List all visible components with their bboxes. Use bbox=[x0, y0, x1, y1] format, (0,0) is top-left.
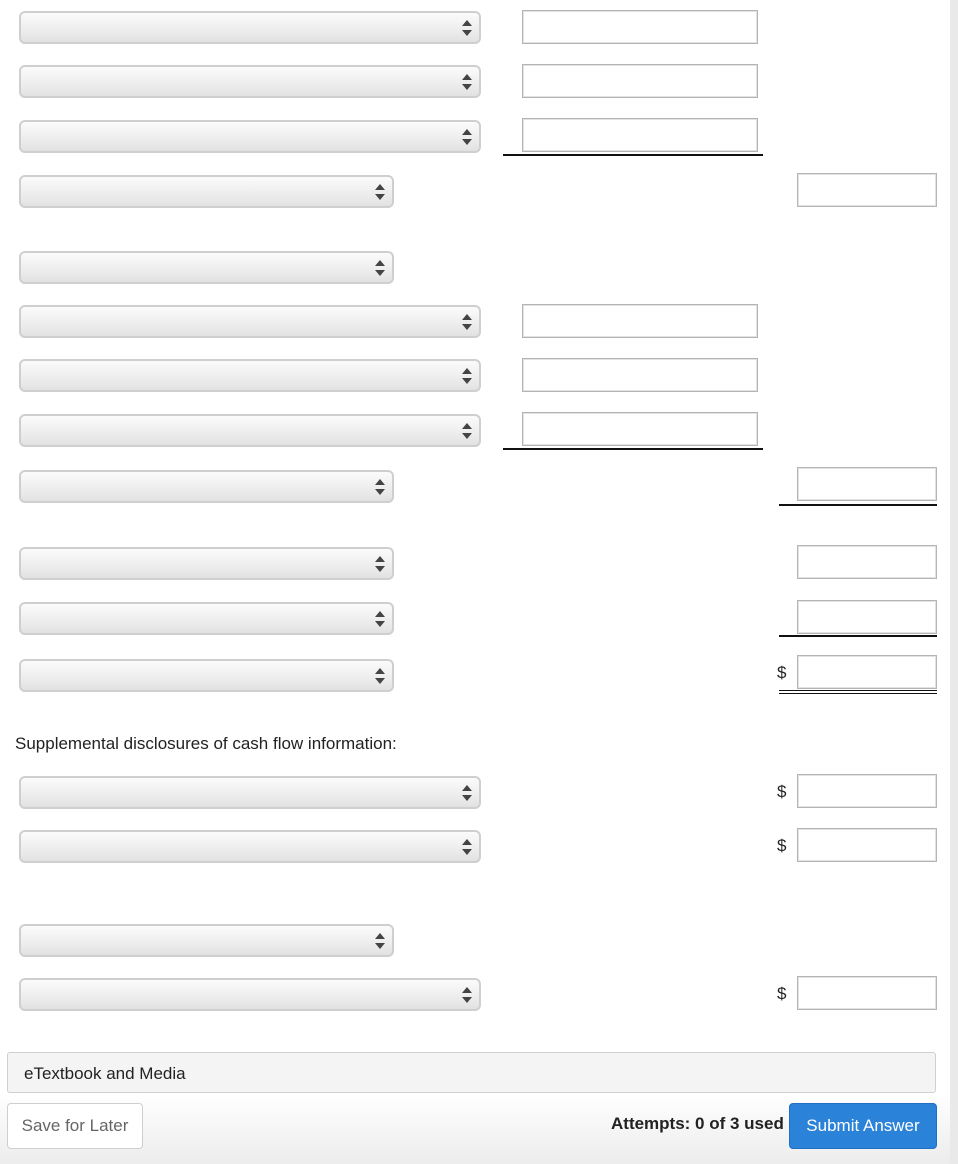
attempts-counter: Attempts: 0 of 3 used bbox=[611, 1114, 784, 1133]
select-arrows-icon bbox=[462, 368, 472, 384]
select-arrows-icon bbox=[375, 556, 385, 572]
select-arrows-icon bbox=[375, 668, 385, 684]
select-arrows-icon bbox=[375, 933, 385, 949]
supplemental-heading: Supplemental disclosures of cash flow information: bbox=[15, 734, 397, 753]
select-arrows-icon bbox=[462, 20, 472, 36]
select-arrows-icon bbox=[375, 479, 385, 495]
section-select-1[interactable] bbox=[19, 251, 394, 284]
noncash-input-1[interactable] bbox=[797, 976, 937, 1010]
amount-input-4[interactable] bbox=[522, 304, 758, 338]
select-arrows-icon bbox=[462, 785, 472, 801]
account-select-6[interactable] bbox=[19, 414, 481, 447]
summary-input-1[interactable] bbox=[797, 545, 937, 579]
supplemental-input-2[interactable] bbox=[797, 828, 937, 862]
amount-input-1[interactable] bbox=[522, 10, 758, 44]
supplemental-select-1[interactable] bbox=[19, 776, 481, 809]
total-rule bbox=[779, 504, 937, 506]
supplemental-select-2[interactable] bbox=[19, 830, 481, 863]
subtotal-select-2[interactable] bbox=[19, 470, 394, 503]
currency-symbol: $ bbox=[777, 984, 787, 1003]
submit-answer-button[interactable]: Submit Answer bbox=[789, 1103, 937, 1149]
select-arrows-icon bbox=[462, 314, 472, 330]
total-input-1[interactable] bbox=[797, 173, 937, 207]
summary-select-3[interactable] bbox=[19, 659, 394, 692]
account-select-5[interactable] bbox=[19, 359, 481, 392]
amount-input-3[interactable] bbox=[522, 118, 758, 152]
select-arrows-icon bbox=[375, 260, 385, 276]
select-arrows-icon bbox=[462, 423, 472, 439]
total-input-2[interactable] bbox=[797, 467, 937, 501]
select-arrows-icon bbox=[462, 839, 472, 855]
select-arrows-icon bbox=[375, 184, 385, 200]
currency-symbol: $ bbox=[777, 782, 787, 801]
account-select-2[interactable] bbox=[19, 65, 481, 98]
currency-symbol: $ bbox=[777, 836, 787, 855]
summary-select-2[interactable] bbox=[19, 602, 394, 635]
save-for-later-button[interactable]: Save for Later bbox=[7, 1103, 143, 1149]
noncash-section-select[interactable] bbox=[19, 924, 394, 957]
double-total-rule bbox=[779, 690, 937, 694]
subtotal-select-1[interactable] bbox=[19, 175, 394, 208]
amount-input-6[interactable] bbox=[522, 412, 758, 446]
summary-input-2[interactable] bbox=[797, 600, 937, 634]
select-arrows-icon bbox=[462, 987, 472, 1003]
currency-symbol: $ bbox=[777, 663, 787, 682]
select-arrows-icon bbox=[375, 611, 385, 627]
total-rule bbox=[779, 635, 937, 637]
etextbook-media-bar[interactable] bbox=[7, 1052, 936, 1093]
etextbook-media-label: eTextbook and Media bbox=[24, 1064, 186, 1083]
subtotal-rule bbox=[503, 154, 763, 156]
select-arrows-icon bbox=[462, 129, 472, 145]
subtotal-rule bbox=[503, 448, 763, 450]
amount-input-2[interactable] bbox=[522, 64, 758, 98]
amount-input-5[interactable] bbox=[522, 358, 758, 392]
summary-select-1[interactable] bbox=[19, 547, 394, 580]
ending-balance-input[interactable] bbox=[797, 655, 937, 689]
noncash-select-1[interactable] bbox=[19, 978, 481, 1011]
scroll-edge bbox=[950, 0, 958, 1164]
supplemental-input-1[interactable] bbox=[797, 774, 937, 808]
account-select-4[interactable] bbox=[19, 305, 481, 338]
select-arrows-icon bbox=[462, 74, 472, 90]
account-select-3[interactable] bbox=[19, 120, 481, 153]
account-select-1[interactable] bbox=[19, 11, 481, 44]
